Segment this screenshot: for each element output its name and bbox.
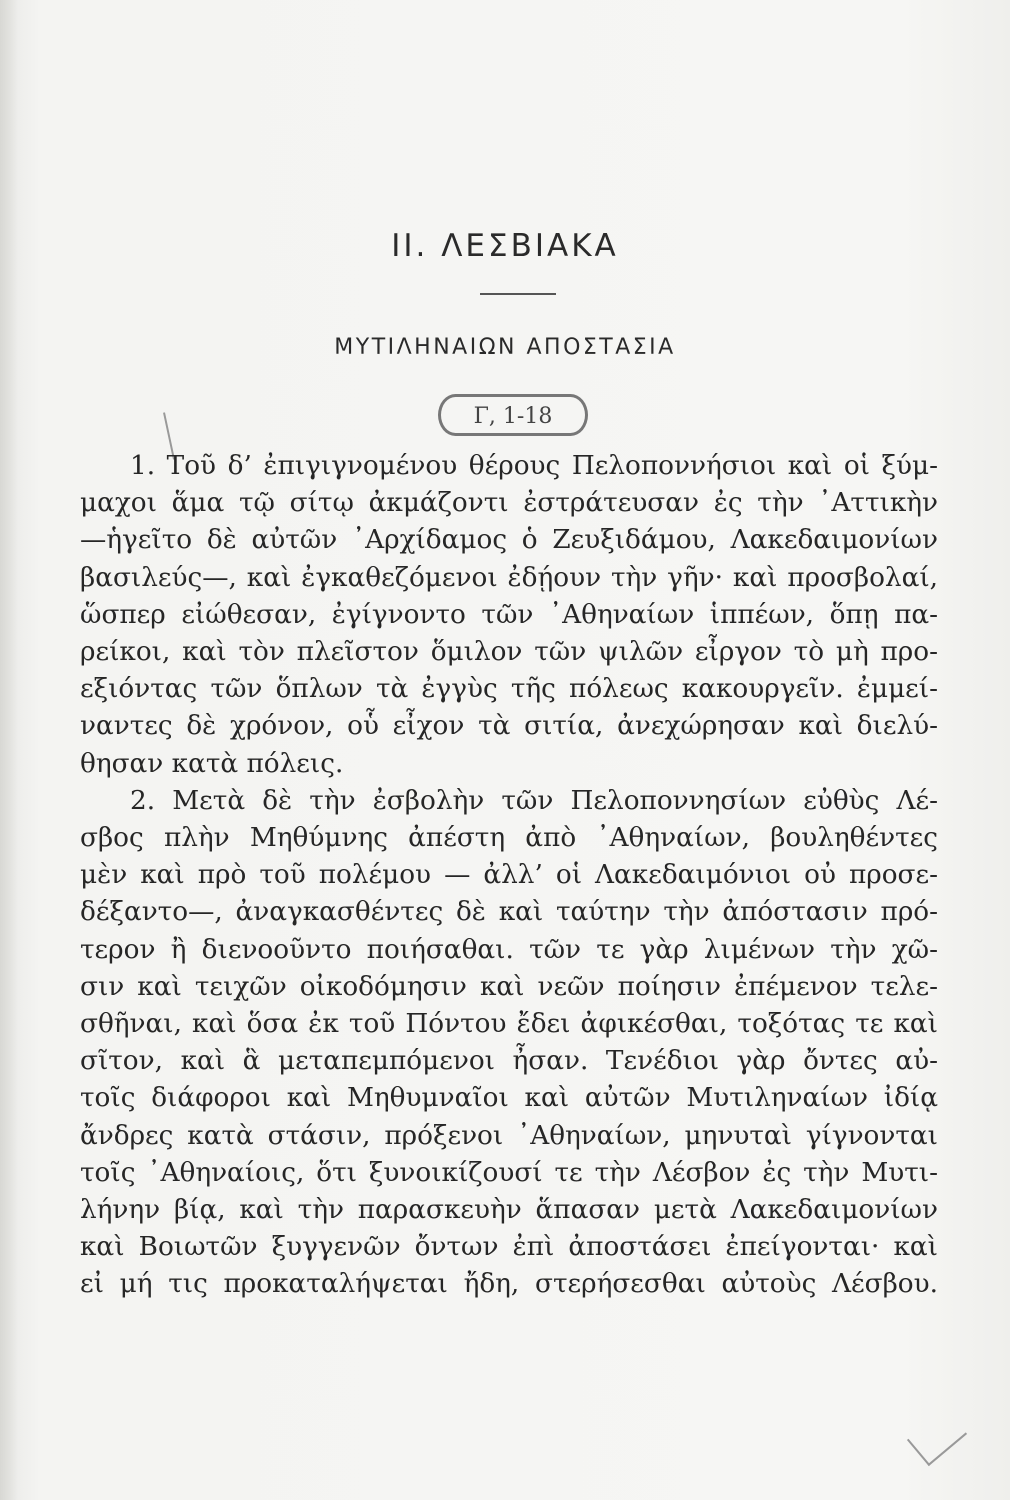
title-divider: [480, 293, 556, 295]
text-line: δέξαντο—, ἀναγκασθέντες δὲ καὶ ταύτην τὴν ἀπόστασιν πρό-: [80, 897, 938, 928]
text-line: σῖτον, καὶ ἃ μεταπεμπόμενοι ἦσαν. Τενέδιοι γὰρ ὄντες αὐ-: [80, 1046, 938, 1077]
text-line: θησαν κατὰ πόλεις.: [80, 748, 344, 779]
text-line: σιν καὶ τειχῶν οἰκοδόμησιν καὶ νεῶν ποίησιν ἐπέμενον τελε-: [80, 971, 938, 1002]
text-line: ναντες δὲ χρόνον, οὗ εἶχον τὰ σιτία, ἀνεχώρησαν καὶ διελύ-: [80, 711, 938, 742]
text-line: ἄνδρες κατὰ στάσιν, πρόξενοι ᾿Αθηναίων, μηνυταὶ γίγνονται: [80, 1120, 938, 1151]
text-line: τοῖς ᾿Αθηναίοις, ὅτι ξυνοικίζουσί τε τὴν Λέσβον ἐς τὴν Μυτι-: [80, 1157, 938, 1188]
text-line: ρείκοι, καὶ τὸν πλεῖστον ὅμιλον τῶν ψιλῶν εἶργον τὸ μὴ προ-: [80, 637, 938, 668]
section-title: ΜΥΤΙΛΗΝΑΙΩΝ ΑΠΟΣΤΑΣΙΑ: [334, 335, 676, 360]
text-line: τοῖς διάφοροι καὶ Μηθυμναῖοι καὶ αὐτῶν Μυτιληναίων ἰδίᾳ: [80, 1083, 938, 1114]
text-line: μὲν καὶ πρὸ τοῦ πολέμου — ἀλλ’ οἱ Λακεδαιμόνιοι οὐ προσε-: [80, 860, 938, 891]
text-line: σβος πλὴν Μηθύμνης ἀπέστη ἀπὸ ᾿Αθηναίων, βουληθέντες: [80, 823, 938, 854]
text-line: λήνην βίᾳ, καὶ τὴν παρασκευὴν ἅπασαν μετὰ Λακεδαιμονίων: [80, 1195, 938, 1226]
text-line: 1. Τοῦ δ’ ἐπιγιγνομένου θέρους Πελοποννήσιοι καὶ οἱ ξύμ-: [130, 451, 938, 481]
source-reference: Γ, 1-18: [438, 394, 588, 436]
body-text: [80, 448, 938, 1304]
text-line: εἰ μή τις προκαταλήψεται ἤδη, στερήσεσθαι αὐτοὺς Λέσβου.: [80, 1269, 938, 1300]
text-line: εξιόντας τῶν ὅπλων τὰ ἐγγὺς τῆς πόλεως κακουργεῖν. ἐμμεί-: [80, 674, 938, 705]
paragraph-2: [80, 783, 938, 1304]
text-line: —ἡγεῖτο δὲ αὐτῶν ᾿Αρχίδαμος ὁ Ζευξιδάμου, Λακεδαιμονίων: [80, 525, 938, 556]
text-line: βασιλεύς—, καὶ ἐγκαθεζόμενοι ἐδῄουν τὴν γῆν· καὶ προσβολαί,: [80, 562, 938, 593]
paragraph-1: [80, 448, 938, 783]
pencil-check-mark: [907, 1408, 967, 1466]
text-line: μαχοι ἅμα τῷ σίτῳ ἀκμάζοντι ἐστράτευσαν ἐς τὴν ᾿Αττικὴν: [80, 488, 938, 519]
text-line: σθῆναι, καὶ ὅσα ἐκ τοῦ Πόντου ἔδει ἀφικέσθαι, τοξότας τε καὶ: [80, 1009, 938, 1040]
text-line: ὥσπερ εἰώθεσαν, ἐγίγνοντο τῶν ᾿Αθηναίων ἱππέων, ὅπῃ πα-: [80, 599, 938, 630]
chapter-title: II. ΛΕΣΒΙΑΚΑ: [391, 228, 619, 264]
text-line: τερον ἢ διενοοῦντο ποιήσαθαι. τῶν τε γὰρ λιμένων τὴν χῶ-: [80, 934, 938, 965]
text-line: 2. Μετὰ δὲ τὴν ἐσβολὴν τῶν Πελοποννησίων εὐθὺς Λέ-: [130, 785, 938, 816]
page-spine-shadow: [0, 0, 18, 1500]
text-line: καὶ Βοιωτῶν ξυγγενῶν ὄντων ἐπὶ ἀποστάσει ἐπείγονται· καὶ: [80, 1232, 938, 1263]
